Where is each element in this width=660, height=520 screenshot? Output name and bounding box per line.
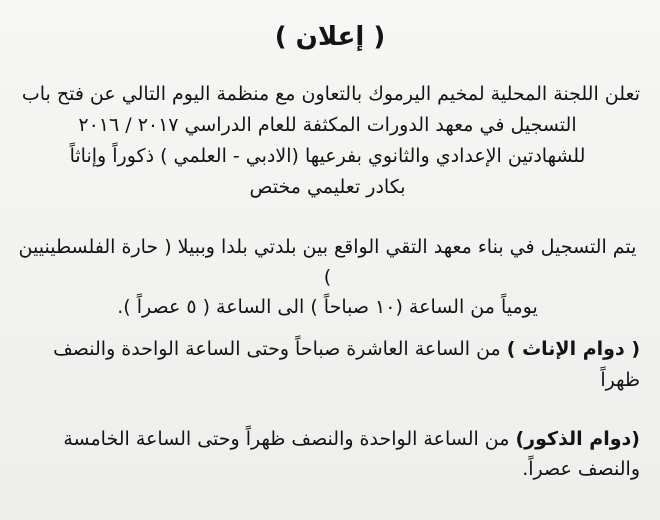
announcement-title: ( إعلان ) [274, 22, 386, 52]
males-schedule-text: من الساعة الواحدة والنصف ظهراً وحتى الساعة الخامسة والنصف عصراً. [63, 428, 640, 480]
intro-paragraph [15, 79, 640, 203]
registration-line-2: يومياً من الساعة (١٠ صباحاً ) الى الساعة ( ٥ عصراً ). [117, 296, 538, 318]
females-schedule-label: ( دوام الإناث ) [506, 338, 640, 360]
registration-paragraph [15, 232, 640, 322]
males-schedule-label: (دوام الذكور) [515, 428, 640, 450]
intro-line-3: للشهادتين الإعدادي والثانوي بفرعيها (الادبي - العلمي ) ذكوراً وإناثاً [69, 145, 586, 167]
intro-line-1: تعلن اللجنة المحلية لمخيم اليرموك بالتعاون مع منظمة اليوم التالي عن فتح باب [21, 83, 640, 105]
intro-line-4: بكادر تعليمي مختص [249, 176, 406, 198]
registration-line-1: يتم التسجيل في بناء معهد التقي الواقع بين بلدتي بلدا وببيلا ( حارة الفلسطينيين ) [18, 236, 637, 288]
females-schedule-text: من الساعة العاشرة صباحاً وحتى الساعة الواحدة والنصف ظهراً [53, 338, 640, 391]
intro-line-2: التسجيل في معهد الدورات المكثفة للعام الدراسي ٢٠١٧ / ٢٠١٦ [78, 114, 577, 136]
females-schedule [15, 334, 640, 396]
males-schedule [15, 424, 640, 484]
